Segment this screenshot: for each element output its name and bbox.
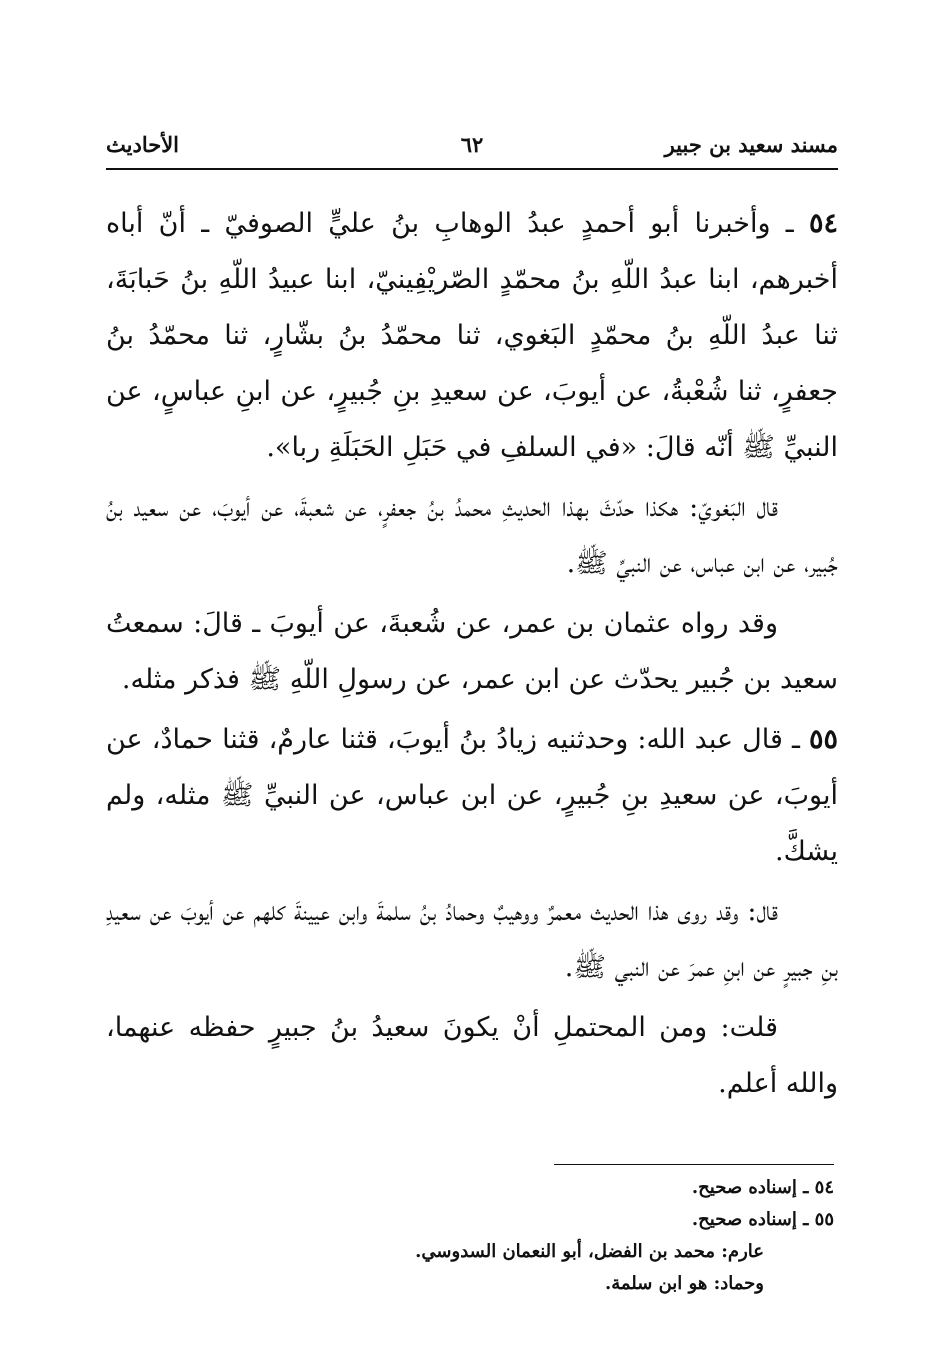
book-title: مسند سعيد بن جبير — [664, 132, 838, 157]
running-header — [106, 128, 838, 170]
main-text — [106, 196, 838, 1116]
commentary-paragraph: قال البَغويّ: هكذا حدّثَ بهذا الحديثِ محمدُ بنُ جعفرٍ، عن شعبةَ، عن أيوبَ، عن سعيد بنُ جُبير، عن ابن عباس، عن النبيِّ ﷺ. — [106, 492, 838, 579]
hadith-number: ٥٤ — [808, 208, 838, 239]
hadith-text: ـ وأخبرنا أبو أحمدٍ عبدُ الوهابِ بنُ عليٍّ الصوفيّ ـ أنّ أباه أخبرهم، ابنا عبدُ اللّهِ بنُ محمّدٍ الصّريْفِينيّ، ابنا عبيدُ اللّهِ بنُ حَبابَةَ، ثنا عبدُ اللّهِ بنُ محمّدٍ البَغوي، ثنا محمّدُ بنُ بشّارٍ، ثنا محمّدُ بنُ جعفرٍ، ثنا شُعْبةُ، عن أيوبَ، عن سعيدِ بنِ جُبيرٍ، عن ابنِ عباسٍ، عن النبيِّ ﷺ أنّه قالَ: «في السلفِ في حَبَلِ الحَبَلَةِ ربا». — [106, 208, 838, 463]
hadith-number: ٥٥ — [808, 724, 838, 755]
commentary-paragraph: وقد رواه عثمان بن عمر، عن شُعبةَ، عن أيوبَ ـ قالَ: سمعتُ سعيد بن جُبير يحدّث عن ابن عمر، عن رسولِ اللّهِ ﷺ فذكر مثله. — [106, 608, 838, 695]
commentary-paragraph: قال: وقد روى هذا الحديث معمرٌ ووهيبٌ وحمادُ بنُ سلمةَ وابن عيينةَ كلهم عن أيوبَ عن سعيدِ بنِ جبيرٍ عن ابنِ عمرَ عن النبي ﷺ. — [106, 896, 838, 983]
page-number: ٦٢ — [460, 132, 484, 157]
hadith-55 — [106, 712, 838, 880]
footnote: عارم: محمد بن الفضل، أبو النعمان السدوسي. — [415, 1241, 764, 1262]
footnote: ٥٤ ـ إسناده صحيح. — [691, 1177, 834, 1198]
commentary-paragraph: قلت: ومن المحتملِ أنْ يكونَ سعيدُ بنُ جبيرٍ حفظه عنهما، والله أعلم. — [106, 1012, 838, 1099]
section-title: الأحاديث — [106, 132, 180, 157]
footnote-divider — [554, 1164, 834, 1165]
footnote: ٥٥ ـ إسناده صحيح. — [691, 1209, 834, 1230]
hadith-54 — [106, 196, 838, 476]
footnotes — [102, 1172, 834, 1300]
footnote: وحماد: هو ابن سلمة. — [604, 1273, 764, 1294]
hadith-text: ـ قال عبد الله: وحدثنيه زيادُ بنُ أيوبَ، قثنا عارمٌ، قثنا حمادٌ، عن أيوبَ، عن سعيدِ بنِ جُبيرٍ، عن ابن عباس، عن النبيِّ ﷺ مثله، ولم يشكَّ. — [106, 724, 838, 867]
